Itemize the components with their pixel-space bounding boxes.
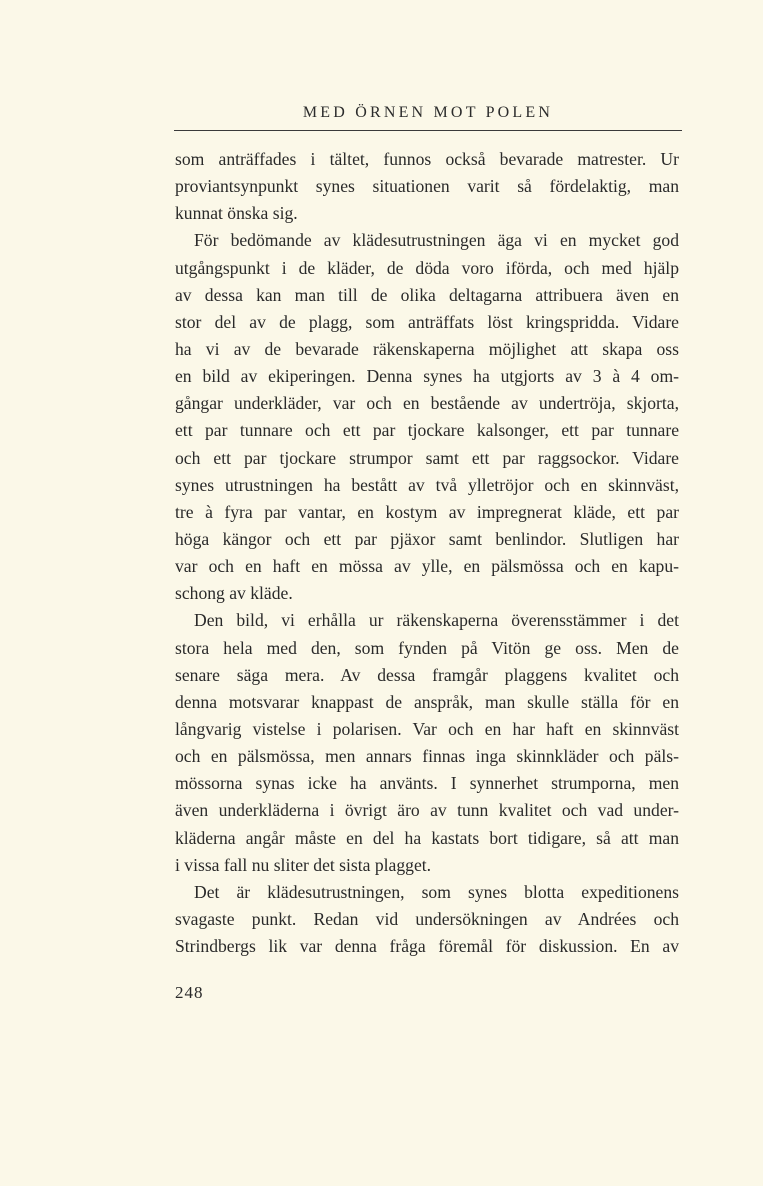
text-line: även underkläderna i övrigt äro av tunn kvalitet och vad under- xyxy=(175,800,679,821)
text-line: i vissa fall nu sliter det sista plagget. xyxy=(175,854,432,875)
text-line: ha vi av de bevarade räkenskaperna möjlighet att skapa oss xyxy=(175,338,679,359)
paragraph xyxy=(175,146,679,227)
running-head: MED ÖRNEN MOT POLEN xyxy=(302,104,554,121)
text-line: senare säga mera. Av dessa framgår plaggens kvalitet och xyxy=(175,664,679,685)
text-line: denna motsvarar knappast de anspråk, man skulle ställa för en xyxy=(175,691,679,712)
text-line: proviantsynpunkt synes situationen varit så fördelaktig, man xyxy=(175,176,679,197)
text-line: och ett par tjockare strumpor samt ett par raggsockor. Vidare xyxy=(175,447,679,468)
text-line: var och en haft en mössa av ylle, en pälsmössa och en kapu- xyxy=(175,556,679,577)
text-line: synes utrustningen ha bestått av två ylletröjor och en skinnväst, xyxy=(175,474,679,495)
text-line: som anträffades i tältet, funnos också bevarade matrester. Ur xyxy=(175,149,679,169)
text-line: Det är klädesutrustningen, som synes blotta expeditionens xyxy=(194,881,679,902)
text-line: Den bild, vi erhålla ur räkenskaperna överensstämmer i det xyxy=(194,610,679,631)
text-line: ett par tunnare och ett par tjockare kalsonger, ett par tunnare xyxy=(175,420,679,441)
text-line: stor del av de plagg, som anträffats löst kringspridda. Vidare xyxy=(175,311,679,332)
text-line: långvarig vistelse i polarisen. Var och en har haft en skinnväst xyxy=(175,718,679,739)
paragraph xyxy=(175,879,679,960)
text-line: kunnat önska sig. xyxy=(175,203,298,224)
page-number: 248 xyxy=(175,983,204,1002)
text-line: schong av kläde. xyxy=(175,583,293,604)
text-line: utgångspunkt i de kläder, de döda voro iförda, och med hjälp xyxy=(175,257,679,278)
text-line: och en pälsmössa, men annars finnas inga skinnkläder och päls- xyxy=(175,746,679,767)
text-line: en bild av ekiperingen. Denna synes ha utgjorts av 3 à 4 om- xyxy=(175,366,679,387)
text-line: För bedömande av klädesutrustningen äga vi en mycket god xyxy=(194,230,679,251)
text-line: stora hela med den, som fynden på Vitön ge oss. Men de xyxy=(175,637,679,658)
text-line: tre à fyra par vantar, en kostym av impregnerat kläde, ett par xyxy=(175,501,679,522)
text-line: Strindbergs lik var denna fråga föremål för diskussion. En av xyxy=(175,936,679,957)
text-line: av dessa kan man till de olika deltagarna attribuera även en xyxy=(175,284,679,305)
header-rule xyxy=(174,130,682,131)
text-line: kläderna angår måste en del ha kastats bort tidigare, så att man xyxy=(175,827,679,848)
paragraph xyxy=(175,227,679,607)
text-line: gångar underkläder, var och en bestående av undertröja, skjorta, xyxy=(175,393,679,414)
text-line: höga kängor och ett par pjäxor samt benlindor. Slutligen har xyxy=(175,528,679,549)
text-line: mössorna synas icke ha använts. I synnerhet strumporna, men xyxy=(175,773,679,794)
body-text xyxy=(175,146,679,960)
text-line: svagaste punkt. Redan vid undersökningen av Andrées och xyxy=(175,908,679,929)
paragraph xyxy=(175,607,679,878)
